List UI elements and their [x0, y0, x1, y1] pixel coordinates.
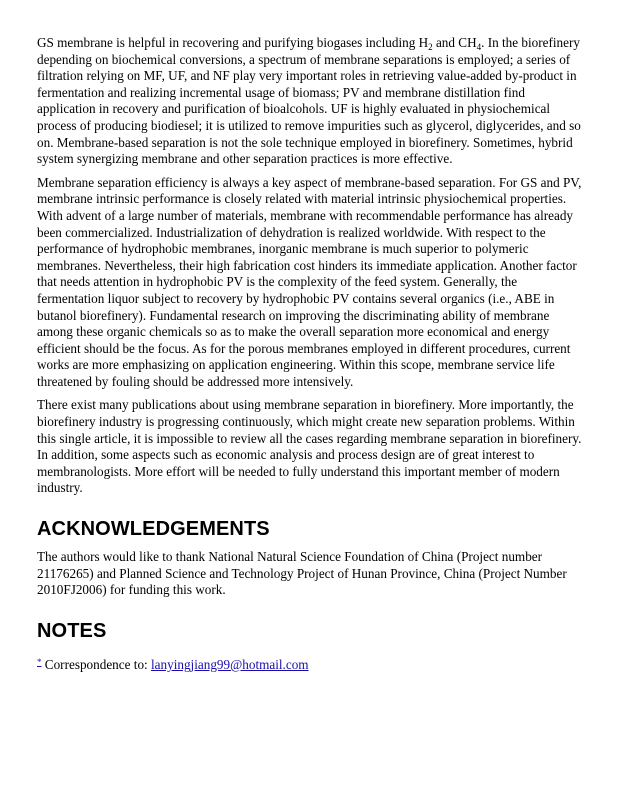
body-paragraph-3: There exist many publications about using membrane separation in biorefinery. More importantly, the biorefinery industry is progressing continuously, which might create new separation problems. Within this single article, it is impossible to review all the cases regarding membrane separation in biorefinery. In addition, some aspects such as economic analysis and process design are of great interest to membranologists. More effort will be needed to fully understand this important member of modern industry.	[37, 397, 582, 496]
acknowledgements-heading: ACKNOWLEDGEMENTS	[37, 518, 270, 541]
correspondence-email-link[interactable]: lanyingjiang99@hotmail.com	[151, 656, 309, 672]
p1-text-c: . In the biorefinery depending on biochemical conversions, a spectrum of membrane separations is employed; a series of filtration relying on MF, UF, and NF play very important roles in retrieving value-added by-product in fermentation and realizing incremental usage of biomass; PV and membrane distillation find application in recovery and purification of bioalcohols. UF is highly evaluated in physiochemical process of producing biodiesel; it is utilized to remove impurities such as glycerol, diglycerides, and so on. Membrane-based separation is not the sole technique employed in biorefinery. Sometimes, hybrid system synergizing membrane and other separation practices is more effective.	[37, 35, 581, 167]
correspondence-note	[37, 657, 585, 674]
h2-subscript: 2	[428, 42, 433, 52]
article-page	[37, 35, 585, 680]
correspondence-label: Correspondence to:	[41, 656, 151, 672]
notes-heading: NOTES	[37, 619, 107, 642]
ch4-subscript: 4	[476, 42, 482, 52]
p1-text-b: and CH	[432, 35, 477, 50]
body-paragraph-2: Membrane separation efficiency is always a key aspect of membrane-based separation. For GS and PV, membrane intrinsic performance is closely related with material intrinsic physiochemical properties. With advent of a large number of materials, membrane with recommendable performance has already been commercialized. Industrialization of dehydration is realized worldwide. With respect to the performance of hydrophobic membranes, inorganic membrane is much superior to polymeric membranes. Nevertheless, their high fabrication cost hinders its immediate application. Another factor that needs attention in hydrophobic PV is the complexity of the feed system. Generally, the fermentation liquor subject to recovery by hydrophobic PV contains several organics (i.e., ABE in butanol biorefinery). Fundamental research on improving the discriminating ability of membrane among these organic chemicals so as to make the overall separation more economical and energy efficient should be the focus. As for the porous membranes employed in different procedures, current works are more emphasizing on application engineering. Within this scope, membrane service life threatened by fouling should be addressed more intensively.	[37, 174, 582, 389]
footnote-marker-link[interactable]: *	[37, 656, 42, 667]
acknowledgements-text: The authors would like to thank National Natural Science Foundation of China (Project number 21176265) and Planned Science and Technology Project of Hunan Province, China (Project Number 2010FJ2006) for funding this work.	[37, 549, 567, 598]
p1-text-a: GS membrane is helpful in recovering and purifying biogases including H	[37, 35, 429, 50]
body-paragraph-1	[37, 35, 585, 168]
